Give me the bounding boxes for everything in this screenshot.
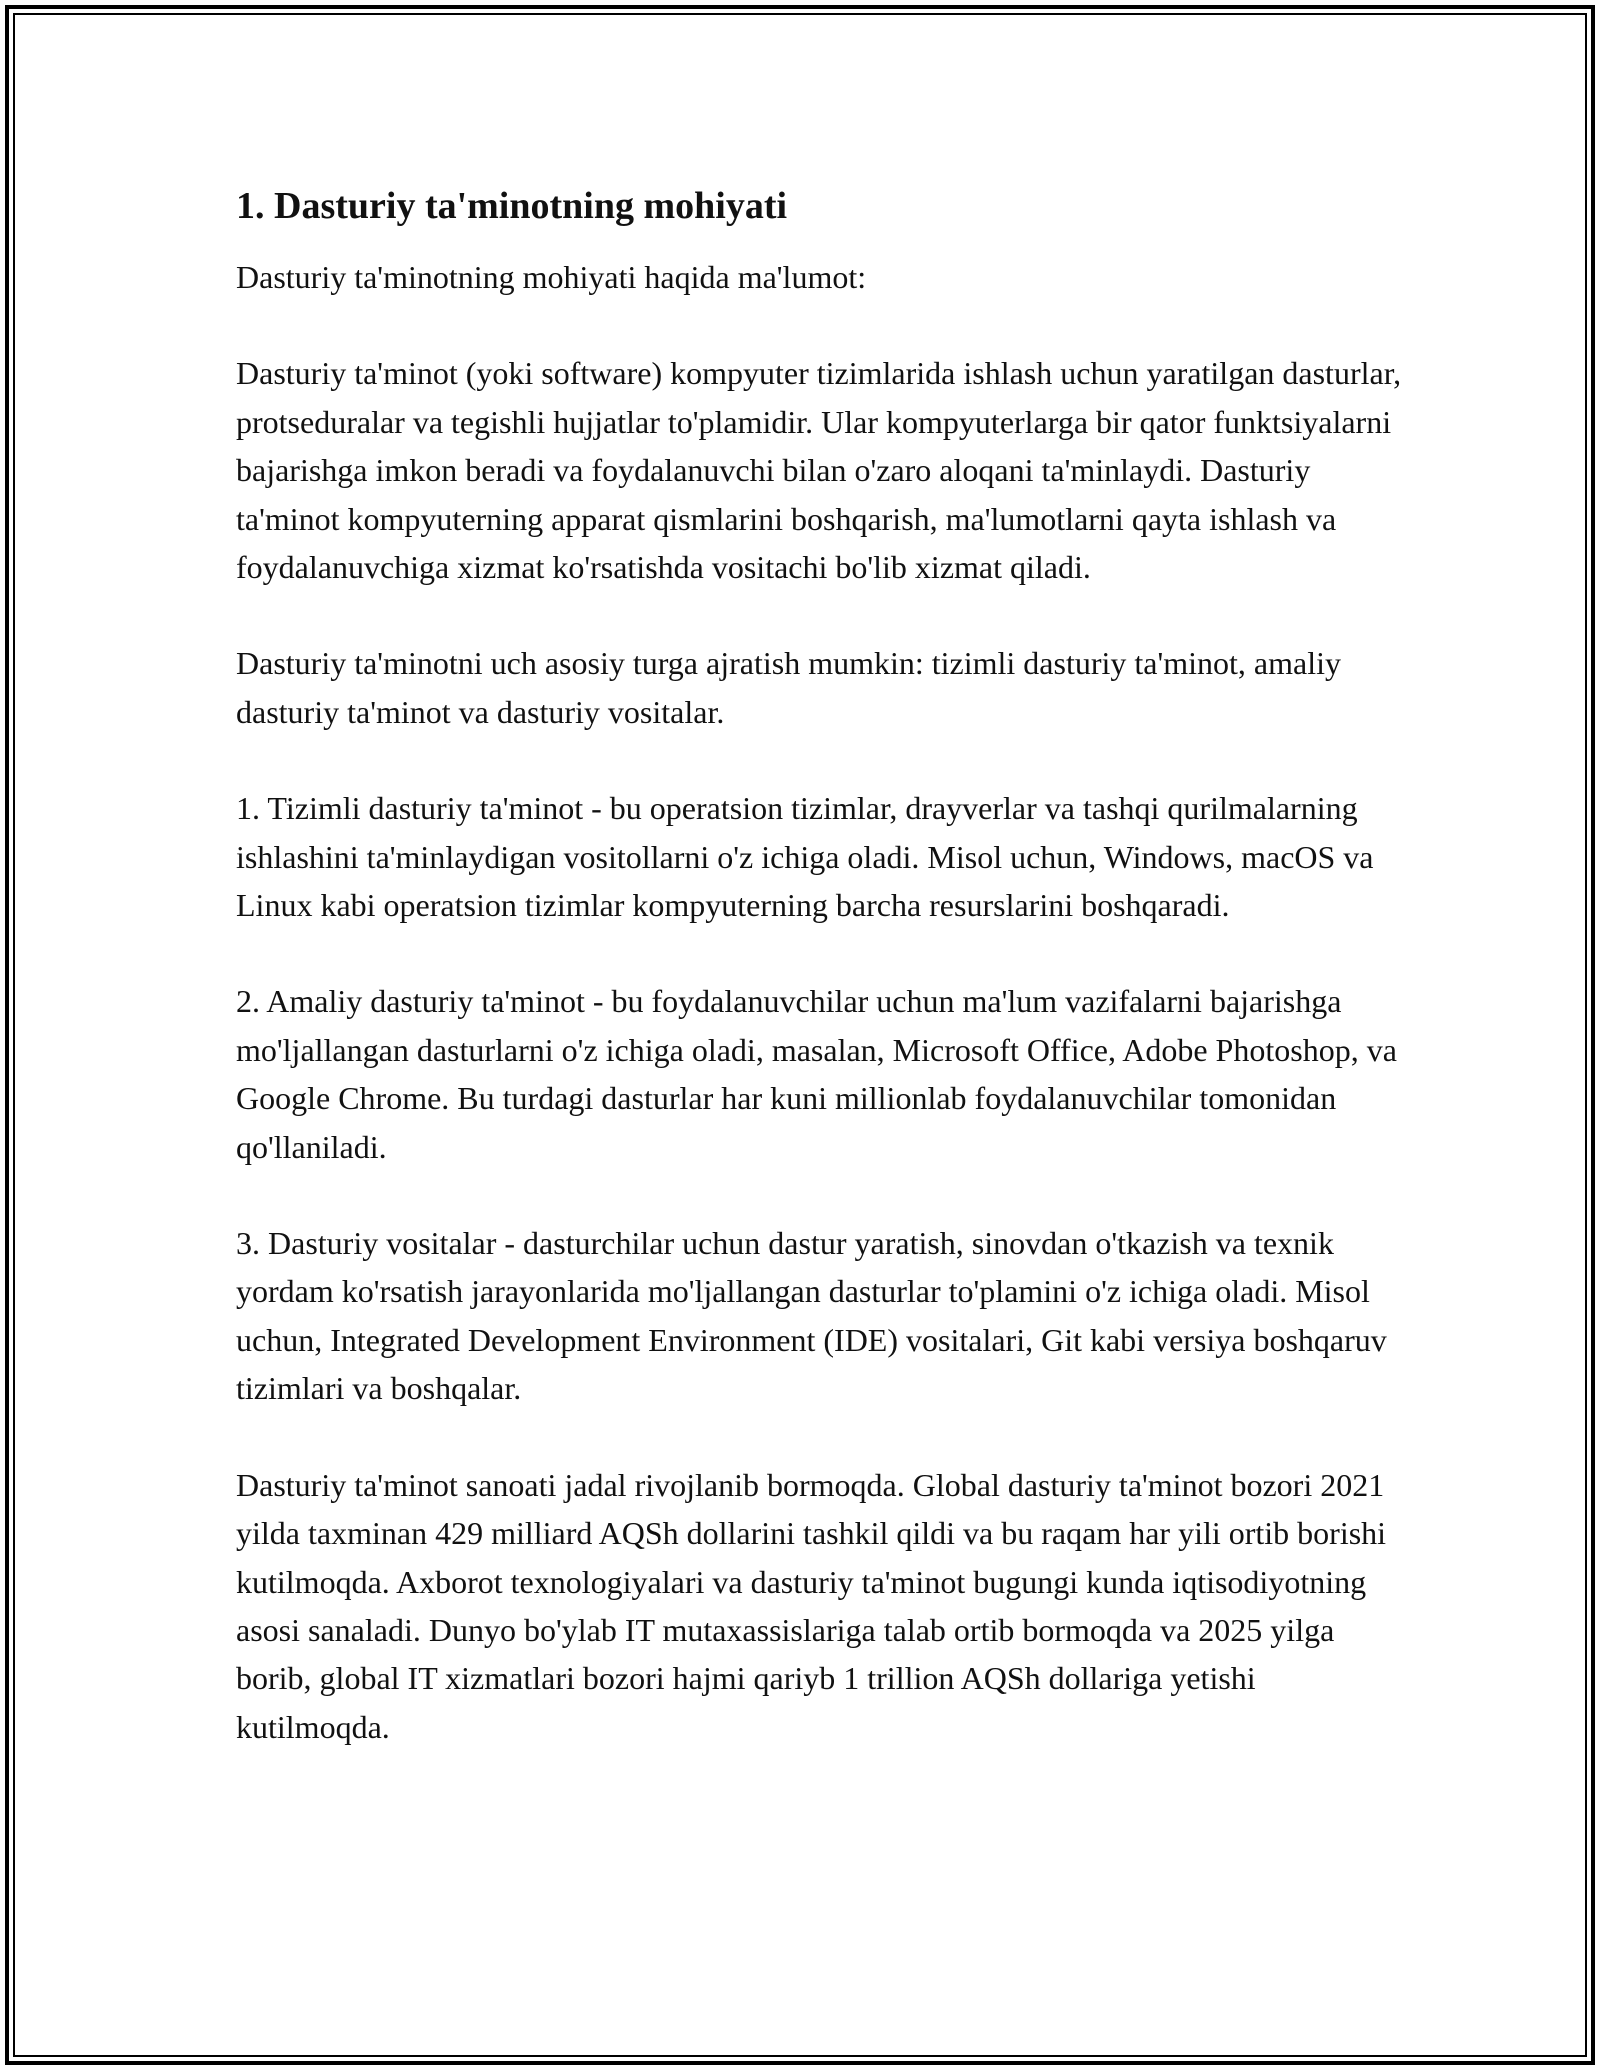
paragraph-application-software: 2. Amaliy dasturiy ta'minot - bu foydalanuvchilar uchun ma'lum vazifalarni bajarishga mo'ljallangan dasturlarni o'z ichiga oladi, masalan, Microsoft Office, Adobe Photoshop, va Google Chrome. Bu turdagi dasturlar har kuni millionlab foydalanuvchilar tomonidan qo'llaniladi. [236,983,1397,1165]
paragraph-software-tools: 3. Dasturiy vositalar - dasturchilar uchun dastur yaratish, sinovdan o'tkazish va texnik yordam ko'rsatish jarayonlarida mo'ljallangan dasturlar to'plamini o'z ichiga oladi. Misol uchun, Integrated Development Environment (IDE) vositalari, Git kabi versiya boshqaruv tizimlari va boshqalar. [236,1225,1387,1407]
paragraph-definition: Dasturiy ta'minot (yoki software) kompyuter tizimlarida ishlash uchun yaratilgan dasturlar, protseduralar va tegishli hujjatlar to'plamidir. Ular kompyuterlarga bir qator funktsiyalarni bajarishga imkon beradi va foydalanuvchi bilan o'zaro aloqani ta'minlaydi. Dasturiy ta'minot kompyuterning apparat qismlarini boshqarish, ma'lumotlarni qayta ishlash va foydalanuvchiga xizmat ko'rsatishda vositachi bo'lib xizmat qiladi. [236,355,1402,586]
paragraph-industry: Dasturiy ta'minot sanoati jadal rivojlanib bormoqda. Global dasturiy ta'minot bozori 2021 yilda taxminan 429 milliard AQSh dollarini tashkil qildi va bu raqam har yili ortib borishi kutilmoqda. Axborot texnologiyalari va dasturiy ta'minot bugungi kunda iqtisodiyotning asosi sanaladi. Dunyo bo'ylab IT mutaxassislariga talab ortib bormoqda va 2025 yilga borib, global IT xizmatlari bozori hajmi qariyb 1 trillion AQSh dollariga yetishi kutilmoqda. [236,1466,1387,1745]
paragraph-system-software: 1. Tizimli dasturiy ta'minot - bu operatsion tizimlar, drayverlar va tashqi qurilmalarning ishlashini ta'minlaydigan vositollarni o'z ichiga oladi. Misol uchun, Windows, macOS va Linux kabi operatsion tizimlar kompyuterning barcha resurslarini boshqaradi. [236,790,1374,924]
document-body [236,182,1406,1751]
paragraph-types-overview: Dasturiy ta'minotni uch asosiy turga ajratish mumkin: tizimli dasturiy ta'minot, amaliy dasturiy ta'minot va dasturiy vositalar. [236,645,1341,730]
document-title: 1. Dasturiy ta'minotning mohiyati [236,185,788,227]
intro-line: Dasturiy ta'minotning mohiyati haqida ma'lumot: [236,259,867,296]
